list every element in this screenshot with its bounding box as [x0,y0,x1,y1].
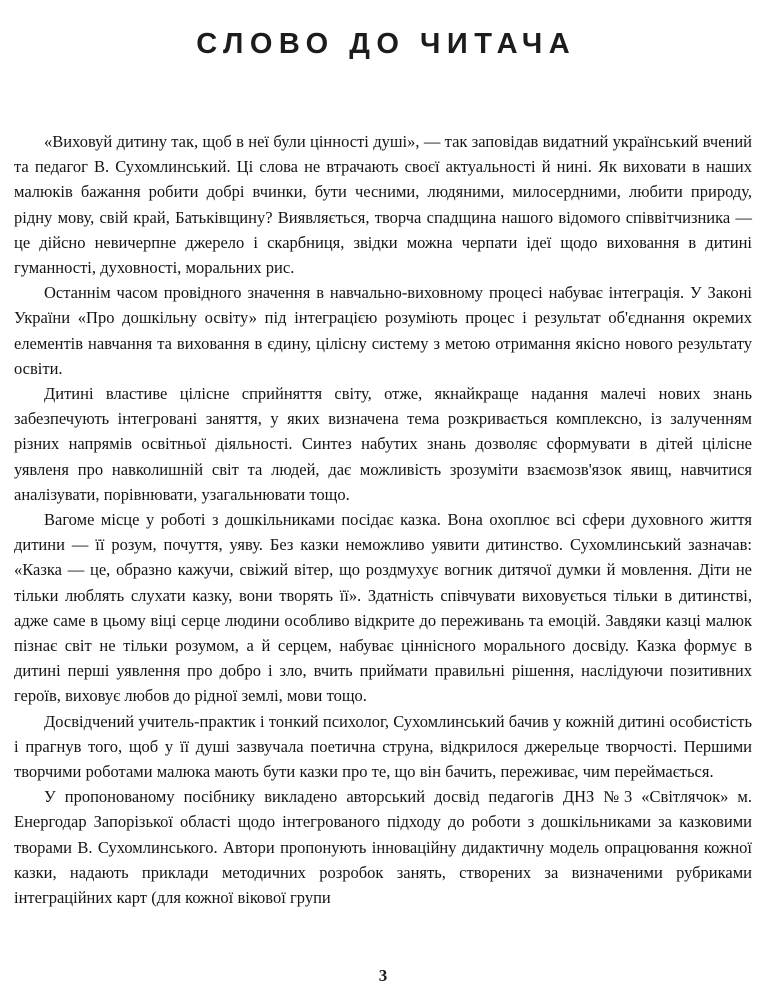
page-number: 3 [378,966,388,985]
paragraph: Досвідчений учитель-практик і тонкий психолог, Сухомлинський бачив у кожній дитині особистість і прагнув того, щоб у її душі зазвучала поетична струна, відкрилося джерельце творчості. Першими творчими роботами малюка мають бути казки про те, що він бачить, переживає, чим переймається. [14,711,752,782]
paragraph: У пропонованому посібнику викладено авторський досвід педагогів ДНЗ №3 «Світлячок» м. Енергодар Запорізької області щодо інтегрованого підходу до роботи з дошкільниками за казковими творами В. Сухомлинського. Автори пропонують інноваційну дидактичну модель опрацювання кожної казки, надають приклади методичних розробок занять, створених за визначеними рубриками інтеграційних карт (для кожної вікової групи [14,787,752,908]
paragraph: Останнім часом провідного значення в навчально-виховному процесі набуває інтеграція. У Законі України «Про дошкільну освіту» під інтеграцією розуміють процес і результат об'єднання окремих елементів навчання та виховання в єдину, цілісну систему з метою отримання якісно нового результату освіти. [14,283,752,378]
paragraph: Вагоме місце у роботі з дошкільниками посідає казка. Вона охоплює всі сфери духовного життя дитини — її розум, почуття, уяву. Без казки неможливо уявити дитинство. Сухомлинський зазначав: «Казка — це, образно кажучи, свіжий вітер, що роздмухує вогник дитячої думки й мовлення. Діти не тільки люблять слухати казку, вони творять її». Здатність співчувати виховується тільки в дитинстві, адже саме в цьому віці серце людини особливо відкрите до переживань та емоцій. Завдяки казці малюк пізнає світ не тільки розумом, а й серцем, набуває ціннісного морального досвіду. Казка формує в дитині перші уявлення про добро і зло, вчить приймати правильні рішення, наслідуючи позитивних героїв, виховує любов до рідної землі, мови тощо. [14,510,752,706]
page-title: СЛОВО ДО ЧИТАЧА [196,28,577,61]
paragraph: Дитині властиве цілісне сприйняття світу, отже, якнайкраще надання малечі нових знань забезпечують інтегровані заняття, у яких визначена тема розкривається комплексно, із залученням різних напрямів освітньої діяльності. Синтез набутих знань дозволяє сформувати в дітей цілісне уявленя про навколишній світ та людей, дає можливість зрозуміти взаємозв'язок явищ, навчитися аналізувати, порівнювати, узагальнювати тощо. [14,384,752,504]
body-text-column [14,129,752,910]
paragraph: «Виховуй дитину так, щоб в неї були цінності душі», — так заповідав видатний український вчений та педагог В. Сухомлинський. Ці слова не втрачають своєї актуальності й нині. Як виховати в наших малюків бажання робити добрі вчинки, бути чесними, людяними, милосердними, любити природу, рідну мову, свій край, Батьківщину? Виявляється, творча спадщина нашого відомого співвітчизника — це дійсно невичерпне джерело і скарбниця, звідки можна черпати ідеї щодо виховання в дитині гуманності, духовності, моральних рис. [14,132,752,278]
